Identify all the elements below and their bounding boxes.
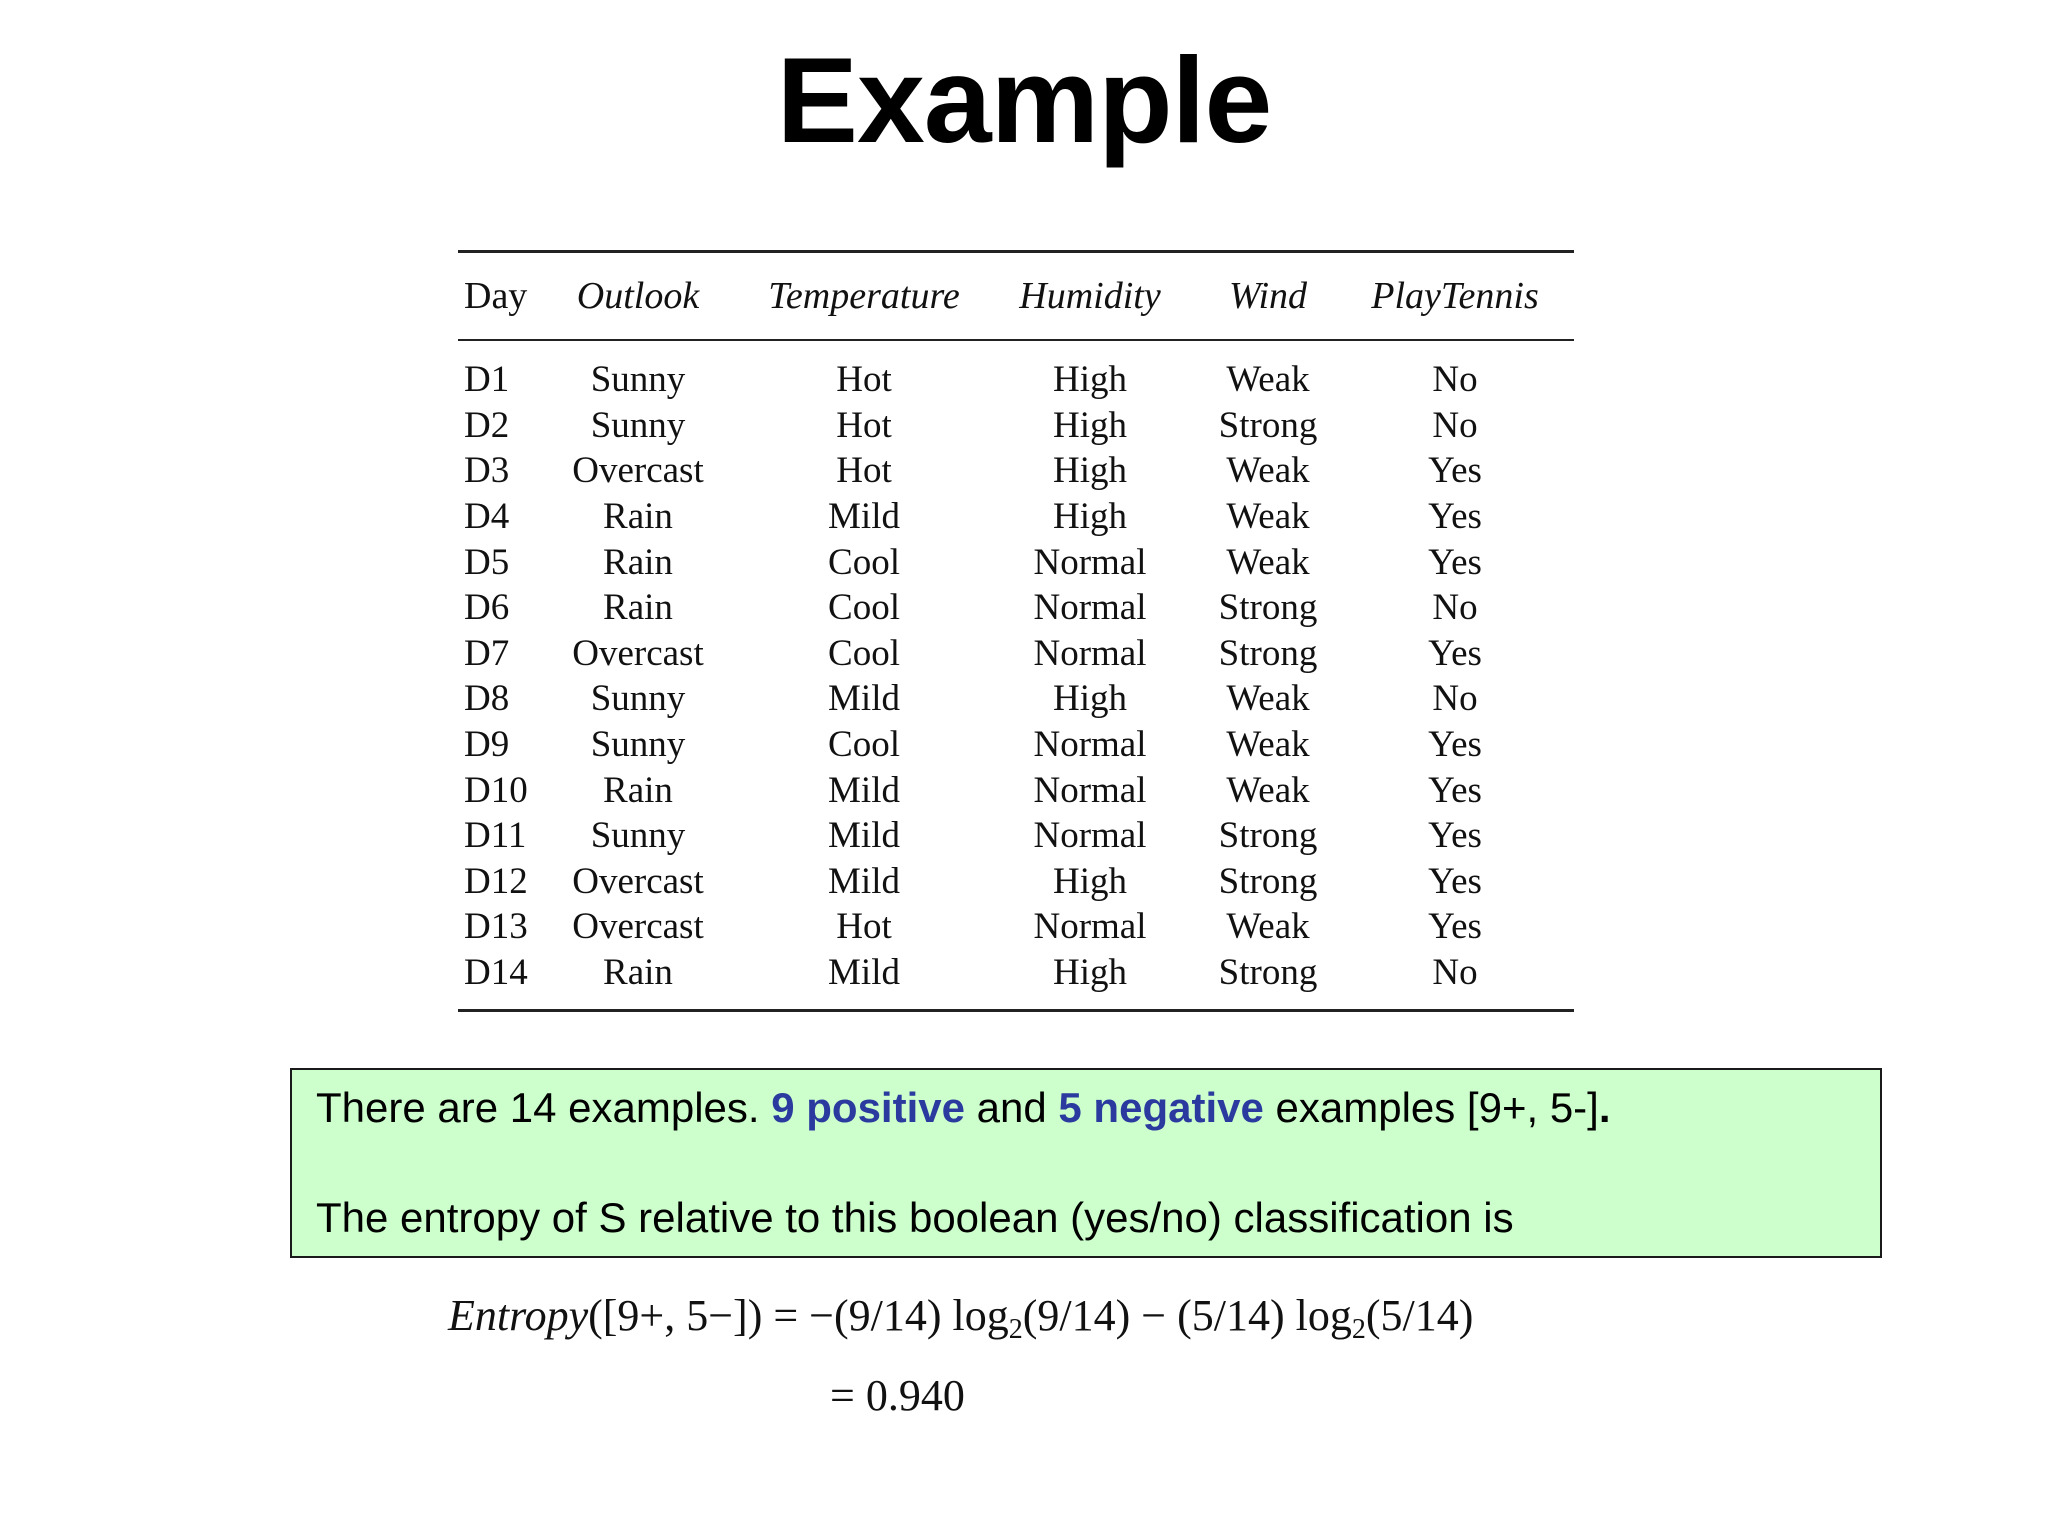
- cell-outlook: Rain: [603, 541, 673, 583]
- cell-day: D11: [464, 815, 527, 857]
- cell-humidity: Normal: [1033, 541, 1147, 583]
- cell-outlook: Rain: [603, 769, 673, 811]
- cell-wind: Weak: [1226, 724, 1310, 766]
- cell-outlook: Sunny: [590, 815, 686, 857]
- cell-day: D13: [464, 906, 528, 948]
- header-outlook: Outlook: [576, 275, 700, 317]
- cell-playtennis: Yes: [1428, 860, 1482, 902]
- formula-log-base-1: 2: [1008, 1314, 1023, 1345]
- table-row: [458, 585, 1574, 631]
- cell-playtennis: No: [1432, 359, 1478, 401]
- cell-temperature: Hot: [836, 404, 892, 446]
- cell-outlook: Rain: [603, 587, 673, 629]
- cell-outlook: Sunny: [590, 359, 686, 401]
- cell-playtennis: Yes: [1428, 724, 1482, 766]
- cell-playtennis: Yes: [1428, 906, 1482, 948]
- table-row: [458, 813, 1574, 859]
- cell-humidity: Normal: [1033, 724, 1147, 766]
- table-row: [458, 859, 1574, 905]
- cell-outlook: Overcast: [572, 860, 704, 902]
- info-text-d: .: [1598, 1084, 1611, 1131]
- table-row: [458, 357, 1574, 403]
- cell-humidity: High: [1053, 952, 1127, 994]
- cell-day: D6: [464, 587, 510, 629]
- header-humidity: Humidity: [1019, 275, 1161, 317]
- table-header-row: [458, 253, 1574, 339]
- cell-temperature: Mild: [828, 860, 900, 902]
- cell-temperature: Mild: [828, 769, 900, 811]
- page-title: Example: [776, 32, 1272, 168]
- cell-wind: Strong: [1218, 952, 1318, 994]
- table-row: [458, 631, 1574, 677]
- cell-humidity: Normal: [1033, 906, 1147, 948]
- table-row: [458, 494, 1574, 540]
- cell-wind: Weak: [1226, 359, 1310, 401]
- info-text-c: examples [9+, 5-]: [1263, 1084, 1599, 1131]
- cell-day: D3: [464, 450, 510, 492]
- cell-temperature: Cool: [828, 587, 900, 629]
- negative-count: 5 negative: [1058, 1084, 1264, 1131]
- cell-outlook: Rain: [603, 496, 673, 538]
- table-row: [458, 950, 1574, 996]
- formula-part-1: ([9+, 5−]) = −(9/14) log: [588, 1291, 1009, 1340]
- table-row: [458, 676, 1574, 722]
- cell-humidity: High: [1053, 496, 1127, 538]
- cell-wind: Weak: [1226, 496, 1310, 538]
- info-line-2: The entropy of S relative to this boolean (yes/no) classification is: [316, 1194, 1514, 1241]
- table-row: [458, 539, 1574, 585]
- cell-outlook: Overcast: [572, 450, 704, 492]
- cell-humidity: High: [1053, 404, 1127, 446]
- cell-humidity: Normal: [1033, 769, 1147, 811]
- formula-result: = 0.940: [830, 1371, 965, 1420]
- cell-wind: Weak: [1226, 906, 1310, 948]
- formula-part-2: (9/14) − (5/14) log: [1022, 1291, 1352, 1340]
- cell-playtennis: No: [1432, 587, 1478, 629]
- cell-temperature: Mild: [828, 678, 900, 720]
- formula-line-1: [448, 1290, 1473, 1346]
- info-text-b: and: [964, 1084, 1059, 1131]
- cell-wind: Strong: [1218, 815, 1318, 857]
- cell-wind: Weak: [1226, 541, 1310, 583]
- cell-playtennis: No: [1432, 952, 1478, 994]
- cell-playtennis: Yes: [1428, 496, 1482, 538]
- header-day: Day: [464, 275, 528, 317]
- cell-humidity: Normal: [1033, 587, 1147, 629]
- cell-wind: Strong: [1218, 860, 1318, 902]
- table-row: [458, 722, 1574, 768]
- cell-wind: Weak: [1226, 769, 1310, 811]
- cell-outlook: Sunny: [590, 678, 686, 720]
- cell-playtennis: Yes: [1428, 450, 1482, 492]
- cell-day: D14: [464, 952, 528, 994]
- formula-entropy-name: Entropy: [448, 1291, 589, 1340]
- cell-playtennis: Yes: [1428, 541, 1482, 583]
- info-line-1: [316, 1084, 1880, 1132]
- cell-temperature: Hot: [836, 359, 892, 401]
- cell-playtennis: Yes: [1428, 769, 1482, 811]
- cell-day: D7: [464, 632, 510, 674]
- cell-temperature: Mild: [828, 952, 900, 994]
- table-row: [458, 904, 1574, 950]
- data-table: [458, 250, 1574, 1012]
- table-bottom-rule: [458, 1009, 1574, 1012]
- cell-humidity: High: [1053, 678, 1127, 720]
- table-row: [458, 448, 1574, 494]
- cell-temperature: Cool: [828, 724, 900, 766]
- formula-part-3: (5/14): [1365, 1291, 1474, 1340]
- cell-outlook: Sunny: [590, 404, 686, 446]
- header-wind: Wind: [1228, 275, 1308, 317]
- cell-outlook: Rain: [603, 952, 673, 994]
- cell-playtennis: Yes: [1428, 815, 1482, 857]
- cell-temperature: Cool: [828, 541, 900, 583]
- cell-wind: Weak: [1226, 678, 1310, 720]
- cell-temperature: Cool: [828, 632, 900, 674]
- cell-humidity: High: [1053, 450, 1127, 492]
- cell-temperature: Mild: [828, 496, 900, 538]
- cell-temperature: Hot: [836, 906, 892, 948]
- formula-log-base-2: 2: [1351, 1314, 1366, 1345]
- cell-temperature: Hot: [836, 450, 892, 492]
- cell-day: D1: [464, 359, 510, 401]
- table-row: [458, 403, 1574, 449]
- header-temperature: Temperature: [768, 275, 960, 317]
- cell-playtennis: No: [1432, 404, 1478, 446]
- cell-day: D8: [464, 678, 510, 720]
- cell-day: D4: [464, 496, 510, 538]
- cell-humidity: Normal: [1033, 632, 1147, 674]
- cell-wind: Strong: [1218, 404, 1318, 446]
- table-row: [458, 767, 1574, 813]
- cell-humidity: Normal: [1033, 815, 1147, 857]
- cell-day: D5: [464, 541, 510, 583]
- cell-playtennis: No: [1432, 678, 1478, 720]
- info-box: [290, 1068, 1882, 1258]
- info-text-a: There are 14 examples.: [316, 1084, 772, 1131]
- cell-day: D2: [464, 404, 510, 446]
- cell-wind: Weak: [1226, 450, 1310, 492]
- cell-day: D12: [464, 860, 528, 902]
- cell-outlook: Sunny: [590, 724, 686, 766]
- cell-outlook: Overcast: [572, 632, 704, 674]
- cell-wind: Strong: [1218, 632, 1318, 674]
- cell-day: D10: [464, 769, 528, 811]
- cell-day: D9: [464, 724, 510, 766]
- cell-playtennis: Yes: [1428, 632, 1482, 674]
- cell-temperature: Mild: [828, 815, 900, 857]
- cell-wind: Strong: [1218, 587, 1318, 629]
- header-playtennis: PlayTennis: [1371, 275, 1539, 317]
- cell-humidity: High: [1053, 359, 1127, 401]
- cell-outlook: Overcast: [572, 906, 704, 948]
- table-body: [458, 341, 1574, 995]
- positive-count: 9 positive: [771, 1084, 965, 1131]
- cell-humidity: High: [1053, 860, 1127, 902]
